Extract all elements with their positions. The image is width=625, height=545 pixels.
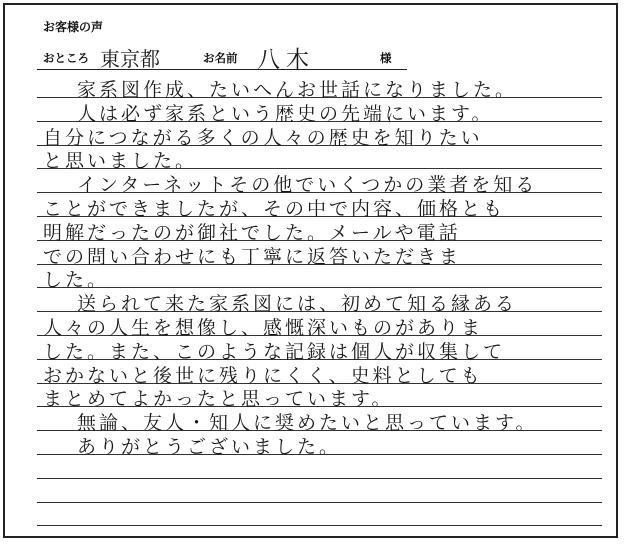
handwritten-line: 無論、友人・知人に奨めたいと思っています。 xyxy=(77,412,538,435)
handwritten-line: 明解だったのが御社でした。メールや電話 xyxy=(43,221,461,244)
card-title: お客様の声 xyxy=(43,20,104,34)
handwritten-line: まとめてよかったと思っています。 xyxy=(43,388,394,411)
handwritten-line: での問い合わせにも丁寧に返答いただきま xyxy=(43,245,462,268)
address-label: おところ xyxy=(43,51,89,65)
handwritten-line: ありがとうございました。 xyxy=(77,436,342,458)
handwritten-line: した。 xyxy=(43,269,110,292)
ruled-line xyxy=(37,478,602,479)
honorific: 様 xyxy=(380,51,392,65)
name-value: 八木 xyxy=(257,47,315,73)
handwritten-line: ことができましたが、その中で内容、価格とも xyxy=(43,198,506,220)
testimonial-card xyxy=(3,3,618,538)
name-label: お名前 xyxy=(203,51,238,65)
handwritten-line: おかないと後世に残りにくく、史料としても xyxy=(43,364,483,387)
ruled-line xyxy=(37,502,602,503)
ruled-line xyxy=(37,525,602,526)
handwritten-line: した。また、このような記録は個人が収集して xyxy=(43,340,506,363)
handwritten-line: 自分につながる多くの人々の歴史を知りたい xyxy=(43,126,483,149)
handwritten-line: 人は必ず家系という歴史の先端にいます。 xyxy=(77,102,494,125)
header-rule xyxy=(37,69,407,70)
handwritten-line: 人々の人生を想像し、感慨深いものがありま xyxy=(43,317,484,339)
address-value: 東京都 xyxy=(100,47,160,71)
handwritten-line: と思いました。 xyxy=(43,150,198,173)
handwritten-line: インターネットその他でいくつかの業者を知る xyxy=(77,174,538,197)
handwritten-line: 送られて来た家系図には、初めて知る縁ある xyxy=(77,293,518,316)
handwritten-line: 家系図作成、たいへんお世話になりました。 xyxy=(77,79,518,101)
